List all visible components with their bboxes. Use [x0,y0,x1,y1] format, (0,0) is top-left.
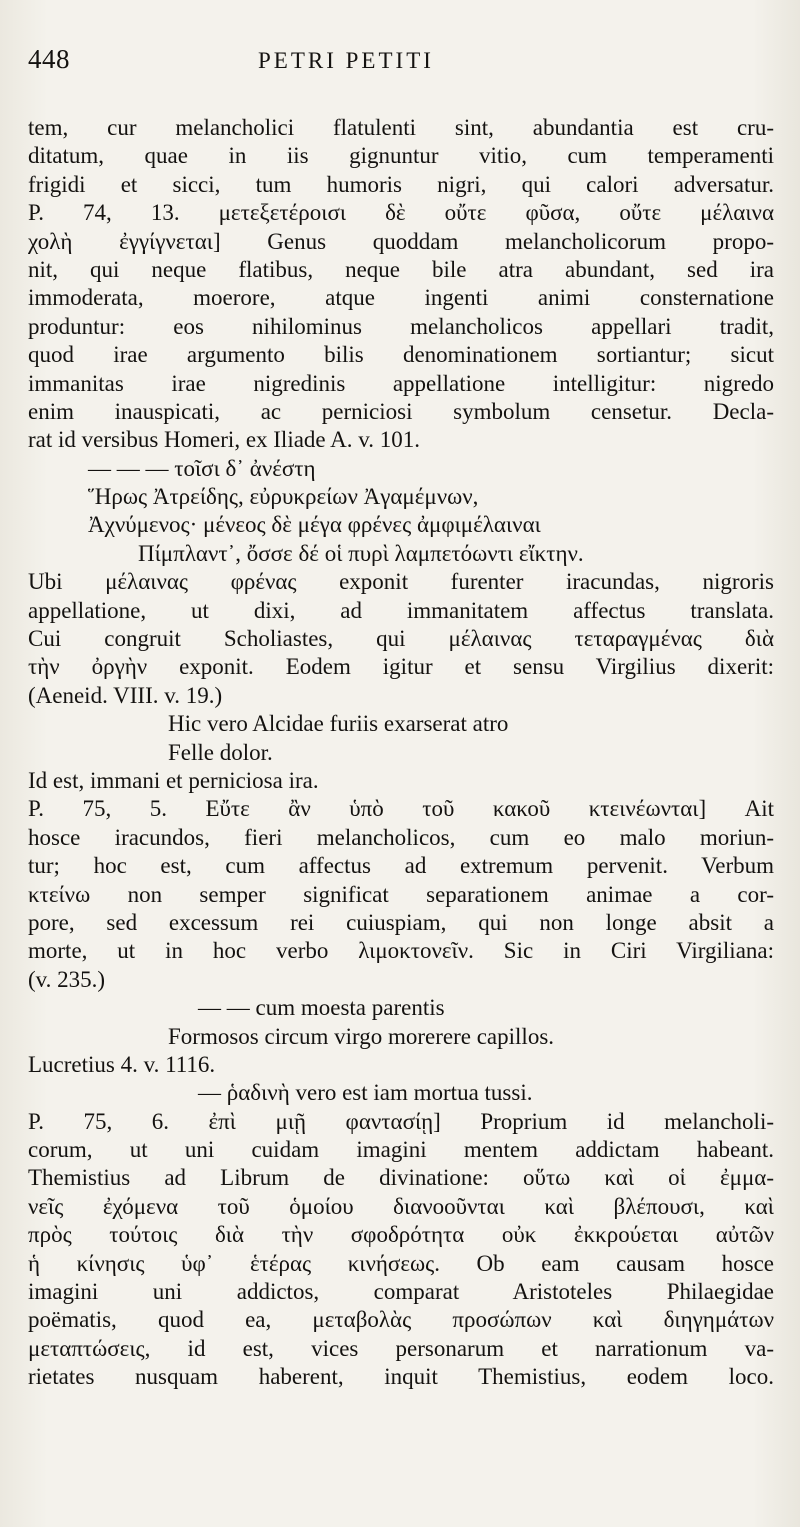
text-line: Ἀχνύμενος· μένεος δὲ μέγα φρένες ἀμφιμέλαιναι [88,512,541,538]
text-line: νεῖς ἐχόμενα τοῦ ὁμοίου διανοοῦνται καὶ βλέπουσι, καὶ [28,1193,774,1219]
text-line: Cui congruit Scholiastes, qui μέλαινας τεταραγμένας διὰ [28,626,774,652]
text-line: Hic vero Alcidae furiis exarserat atro [168,711,509,737]
text-line: tur; hoc est, cum affectus ad extremum pervenit. Verbum [28,853,774,879]
text-line: (Aeneid. VIII. v. 19.) [28,682,223,708]
text-line: Felle dolor. [168,739,273,765]
text-body [28,114,774,1392]
text-line: (v. 235.) [28,966,106,992]
text-line: χολὴ ἐγγίγνεται] Genus quoddam melancholicorum propo- [28,228,774,254]
text-line: P. 74, 13. μετεξετέροισι δὲ οὔτε φῦσα, οὔτε μέλαινα [28,200,774,226]
text-line: hosce iracundos, fieri melancholicos, cum eo malo moriun- [28,824,774,850]
text-line: immoderata, moerore, atque ingenti animi consternatione [28,285,774,311]
text-line: ditatum, quae in iis gignuntur vitio, cum temperamenti [28,143,774,169]
text-line: rietates nusquam haberent, inquit Themistius, eodem loco. [28,1364,774,1390]
text-line: appellatione, ut dixi, ad immanitatem affectus translata. [28,597,774,623]
text-line: Πίμπλαντ᾽, ὄσσε δέ οἱ πυρὶ λαμπετόωντι εἴκτην. [138,540,584,566]
text-line: πρὸς τούτοις διὰ τὴν σφοδρότητα οὐκ ἐκκρούεται αὐτῶν [28,1222,774,1248]
text-line: quod irae argumento bilis denominationem sortiantur; sicut [28,342,774,368]
text-line: tem, cur melancholici flatulenti sint, abundantia est cru- [28,115,774,140]
text-line: κτείνω non semper significat separationem animae a cor- [28,881,774,907]
text-line: frigidi et sicci, tum humoris nigri, qui calori adversatur. [28,171,774,197]
text-line: ἡ κίνησις ὑφ᾽ ἑτέρας κινήσεως. Ob eam causam hosce [28,1250,774,1276]
text-line: enim inauspicati, ac perniciosi symbolum censetur. Decla- [28,398,774,424]
text-line: Ubi μέλαινας φρένας exponit furenter iracundas, nigroris [28,569,774,595]
text-line: τὴν ὀργὴν exponit. Eodem igitur et sensu Virgilius dixerit: [28,654,774,680]
text-line: rat id versibus Homeri, ex Iliade A. v. 101. [28,427,420,453]
text-line: P. 75, 5. Εὔτε ἂν ὑπὸ τοῦ κακοῦ κτεινέωνται] Ait [28,796,774,822]
text-line: immanitas irae nigredinis appellatione intelligitur: nigredo [28,370,774,396]
text-line: — — cum moesta parentis [198,995,445,1021]
text-line: Ἥρως Ἀτρείδης, εὐρυκρείων Ἀγαμέμνων, [88,484,479,510]
text-line: Formosos circum virgo morerere capillos. [168,1023,555,1049]
text-line: Lucretius 4. v. 1116. [28,1051,216,1077]
text-line: μεταπτώσεις, id est, vices personarum et narrationum va- [28,1335,774,1361]
text-line: corum, ut uni cuidam imagini mentem addictam habeant. [28,1137,774,1163]
text-line: — ῥαδινὴ vero est iam mortua tussi. [198,1080,533,1106]
text-line: nit, qui neque flatibus, neque bile atra abundant, sed ira [28,256,774,282]
text-line: P. 75, 6. ἐπὶ μιῇ φαντασίῃ] Proprium id melancholi- [28,1108,774,1134]
page-number: 448 [28,44,70,74]
text-line: Id est, immani et perniciosa ira. [28,767,319,793]
text-line: poëmatis, quod ea, μεταβολὰς προσώπων καὶ διηγημάτων [28,1307,774,1333]
text-line: imagini uni addictos, comparat Aristoteles Philaegidae [28,1279,774,1305]
text-line: produntur: eos nihilominus melancholicos appellari tradit, [28,313,774,339]
page-header [28,44,774,96]
running-title: PETRI PETITI [258,48,434,73]
text-line: pore, sed excessum rei cuiuspiam, qui non longe absit a [28,909,774,935]
text-line: Themistius ad Librum de divinatione: οὕτω καὶ οἱ ἐμμα- [28,1165,774,1191]
text-line: morte, ut in hoc verbo λιμοκτονεῖν. Sic in Ciri Virgiliana: [28,938,774,964]
text-line: — — — τοῖσι δ᾽ ἀνέστη [88,455,316,481]
